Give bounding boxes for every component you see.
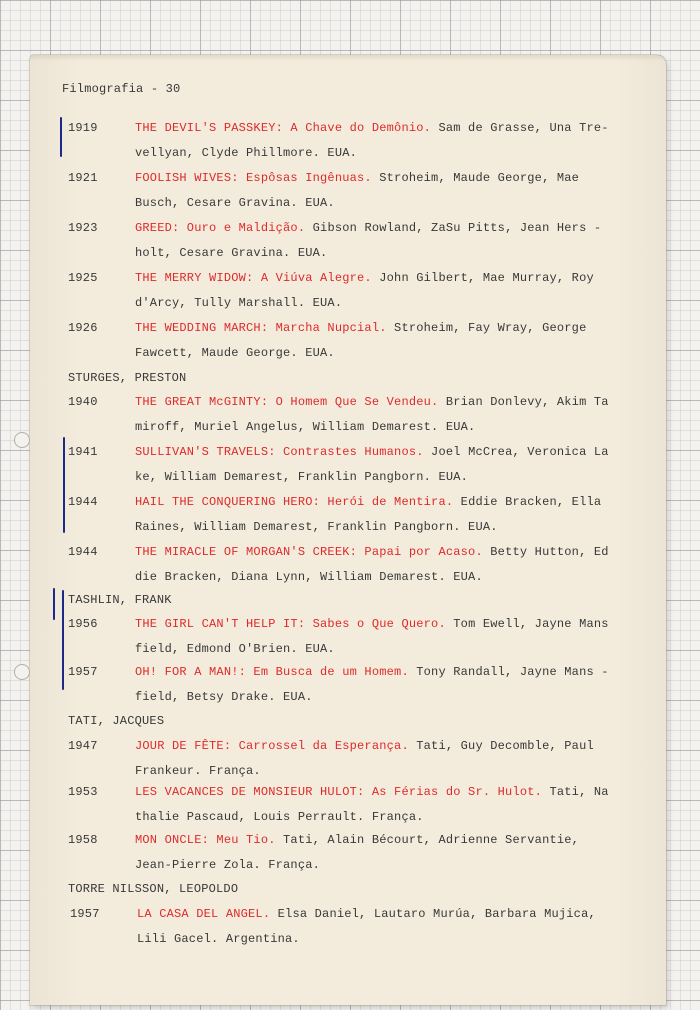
film-year: 1957 (68, 665, 98, 679)
film-entry-line1 (135, 270, 594, 286)
film-year: 1947 (68, 739, 98, 753)
director-heading: TORRE NILSSON, LEOPOLDO (68, 882, 239, 896)
film-cast: Stroheim, Maude George, Mae (371, 171, 580, 185)
film-year: 1957 (70, 907, 100, 921)
film-entry-line1 (137, 906, 596, 922)
punch-hole (14, 664, 30, 680)
film-entry-line2: field, Edmond O'Brien. EUA. (135, 642, 335, 656)
film-entry-line2: holt, Cesare Gravina. EUA. (135, 246, 328, 260)
film-entry-line2: vellyan, Clyde Phillmore. EUA. (135, 146, 358, 160)
film-title: THE GREAT McGINTY: O Homem Que Se Vendeu. (135, 395, 439, 409)
film-entry-line1 (135, 738, 594, 754)
film-entry-line2: Frankeur. França. (135, 764, 261, 778)
film-entry-line1 (135, 444, 609, 460)
film-title: THE DEVIL'S PASSKEY: A Chave do Demônio. (135, 121, 432, 135)
film-cast: Tati, Alain Bécourt, Adrienne Servantie, (275, 833, 580, 847)
film-entry-line1 (135, 494, 601, 510)
director-heading: STURGES, PRESTON (68, 371, 187, 385)
film-cast: Stroheim, Fay Wray, George (386, 321, 587, 335)
ink-margin-mark (62, 590, 64, 690)
film-title: THE MIRACLE OF MORGAN'S CREEK: Papai por Acaso. (135, 545, 483, 559)
film-year: 1919 (68, 121, 98, 135)
film-year: 1958 (68, 833, 98, 847)
film-entry-line2: field, Betsy Drake. EUA. (135, 690, 313, 704)
film-title: THE WEDDING MARCH: Marcha Nupcial. (135, 321, 387, 335)
ink-margin-mark (63, 437, 65, 533)
film-entry-line1 (135, 220, 601, 236)
film-title: OH! FOR A MAN!: Em Busca de um Homem. (135, 665, 409, 679)
film-cast: Sam de Grasse, Una Tre- (431, 121, 609, 135)
film-title: THE MERRY WIDOW: A Viúva Alegre. (135, 271, 372, 285)
film-entry-line1 (135, 170, 579, 186)
film-entry-line2: Lili Gacel. Argentina. (137, 932, 300, 946)
film-entry-line1 (135, 544, 609, 560)
film-entry-line1 (135, 394, 609, 410)
film-entry-line1 (135, 784, 609, 800)
film-cast: Tony Randall, Jayne Mans - (408, 665, 609, 679)
film-cast: Gibson Rowland, ZaSu Pitts, Jean Hers - (305, 221, 602, 235)
film-title: GREED: Ouro e Maldição. (135, 221, 306, 235)
film-entry-line2: d'Arcy, Tully Marshall. EUA. (135, 296, 343, 310)
film-title: THE GIRL CAN'T HELP IT: Sabes o Que Quero. (135, 617, 446, 631)
film-year: 1944 (68, 545, 98, 559)
film-entry-line2: Busch, Cesare Gravina. EUA. (135, 196, 335, 210)
director-heading: TATI, JACQUES (68, 714, 165, 728)
film-entry-line2: thalie Pascaud, Louis Perrault. França. (135, 810, 424, 824)
director-heading: TASHLIN, FRANK (68, 593, 172, 607)
film-entry-line1 (135, 616, 609, 632)
film-entry-line2: Raines, William Demarest, Franklin Pangborn. EUA. (135, 520, 498, 534)
film-year: 1944 (68, 495, 98, 509)
film-title: SULLIVAN'S TRAVELS: Contrastes Humanos. (135, 445, 424, 459)
film-entry-line2: die Bracken, Diana Lynn, William Demarest. EUA. (135, 570, 483, 584)
film-cast: Brian Donlevy, Akim Ta (438, 395, 609, 409)
film-entry-line2: Fawcett, Maude George. EUA. (135, 346, 335, 360)
film-title: FOOLISH WIVES: Espôsas Ingênuas. (135, 171, 372, 185)
film-cast: Eddie Bracken, Ella (453, 495, 602, 509)
film-year: 1956 (68, 617, 98, 631)
film-year: 1926 (68, 321, 98, 335)
film-title: HAIL THE CONQUERING HERO: Herói de Mentira. (135, 495, 454, 509)
film-cast: Betty Hutton, Ed (482, 545, 609, 559)
film-cast: Tati, Guy Decomble, Paul (408, 739, 594, 753)
film-entry-line2: ke, William Demarest, Franklin Pangborn. EUA. (135, 470, 469, 484)
film-cast: Elsa Daniel, Lautaro Murúa, Barbara Mujica, (270, 907, 596, 921)
film-year: 1925 (68, 271, 98, 285)
film-year: 1941 (68, 445, 98, 459)
film-title: LES VACANCES DE MONSIEUR HULOT: As Férias do Sr. Hulot. (135, 785, 543, 799)
film-year: 1923 (68, 221, 98, 235)
film-entry-line1 (135, 832, 579, 848)
film-title: JOUR DE FÊTE: Carrossel da Esperança. (135, 739, 409, 753)
ink-margin-mark (53, 588, 55, 620)
film-year: 1921 (68, 171, 98, 185)
film-cast: Joel McCrea, Veronica La (423, 445, 609, 459)
film-title: MON ONCLE: Meu Tio. (135, 833, 276, 847)
ink-margin-mark (60, 117, 62, 157)
film-entry-line1 (135, 120, 609, 136)
film-year: 1940 (68, 395, 98, 409)
film-entry-line2: miroff, Muriel Angelus, William Demarest. EUA. (135, 420, 476, 434)
page-title: Filmografia - 30 (62, 82, 181, 96)
film-entry-line2: Jean-Pierre Zola. França. (135, 858, 321, 872)
film-cast: John Gilbert, Mae Murray, Roy (371, 271, 594, 285)
film-cast: Tom Ewell, Jayne Mans (445, 617, 609, 631)
film-title: LA CASA DEL ANGEL. (137, 907, 271, 921)
film-cast: Tati, Na (542, 785, 609, 799)
film-entry-line1 (135, 320, 586, 336)
film-entry-line1 (135, 664, 609, 680)
punch-hole (14, 432, 30, 448)
film-year: 1953 (68, 785, 98, 799)
